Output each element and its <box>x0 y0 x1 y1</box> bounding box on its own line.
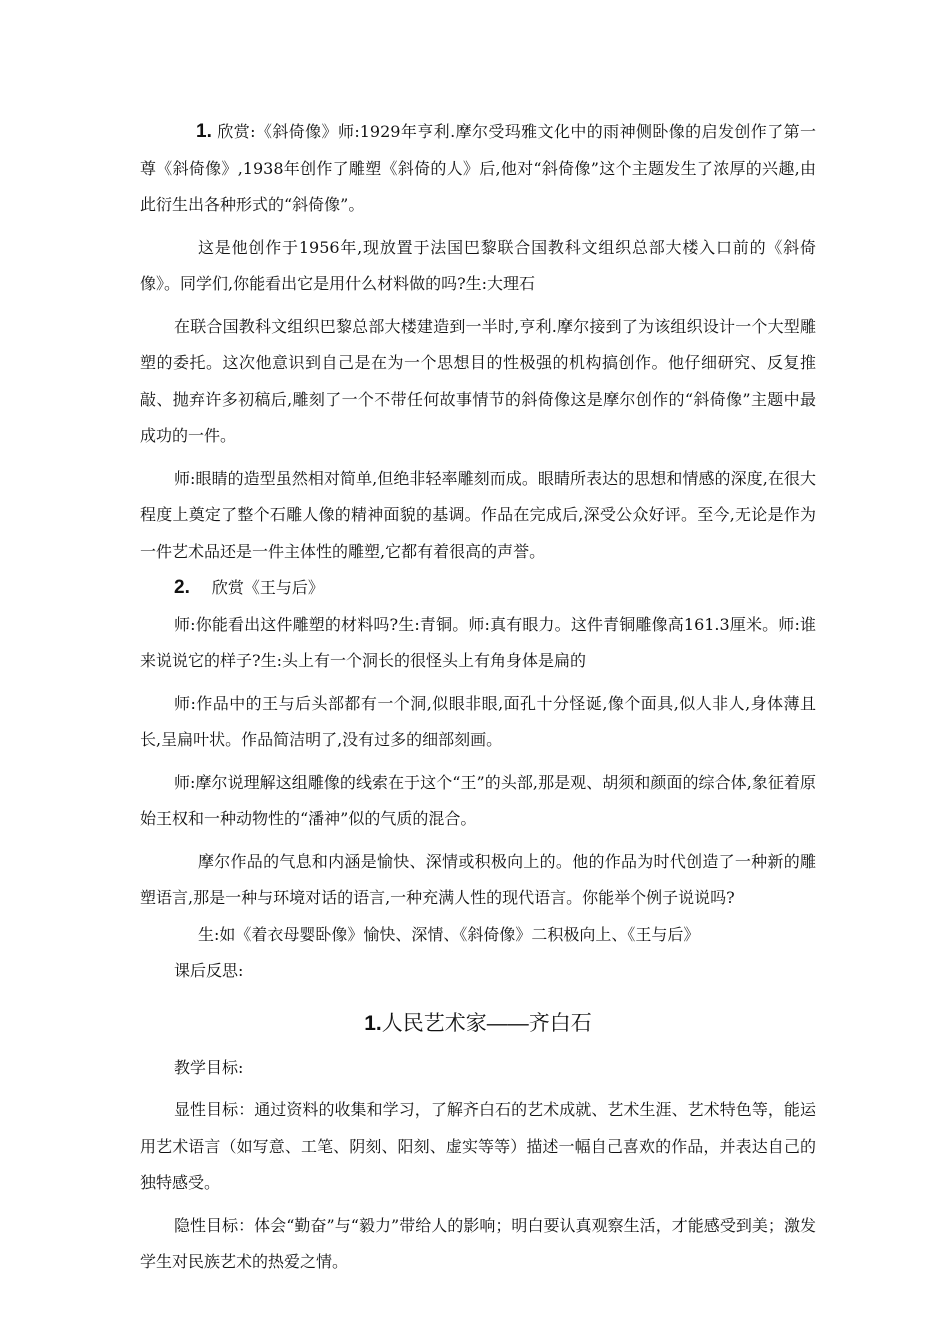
lesson-number: 1. <box>364 1011 382 1035</box>
section2-number: 2. <box>174 577 190 598</box>
section1-paragraph3: 在联合国教科文组织巴黎总部大楼建造到一半时,亨利.摩尔接到了为该组织设计一个大型雕塑的委托。这次他意识到自己是在为一个思想目的性极强的机构搞创作。他仔细研究、反复推敲、抛弃许多初稿后,雕刻了一个不带任何故事情节的斜倚像这是摩尔创作的“斜倚像”主题中最成功的一件。 <box>140 316 816 445</box>
section2-paragraph1: 师:你能看出这件雕塑的材料吗?生:青铜。师:真有眼力。这件青铜雕像高161.3厘米。师:谁来说说它的样子?生:头上有一个洞长的很怪头上有角身体是扁的 <box>140 614 816 670</box>
teaching-goals-label: 教学目标: <box>174 1057 244 1077</box>
section2-title: 欣赏《王与后》 <box>211 578 324 597</box>
reflection-label: 课后反思: <box>174 961 244 980</box>
document-body <box>140 114 816 1281</box>
section1-number: 1. <box>196 121 212 142</box>
implicit-goal: 隐性目标：体会“勤奋”与“毅力”带给人的影响；明白要认真观察生活，才能感受到美；激发学生对民族艺术的热爱之情。 <box>140 1215 816 1271</box>
section2-heading <box>140 570 816 607</box>
section2-paragraph5: 生:如《着衣母婴卧像》愉快、深情、《斜倚像》二积极向上、《王与后》 <box>198 924 700 944</box>
section2-paragraph4: 摩尔作品的气息和内涵是愉快、深情或积极向上的。他的作品为时代创造了一种新的雕塑语言,那是一种与环境对话的语言,一种充满人性的现代语言。你能举个例子说说吗? <box>140 851 816 907</box>
section1-paragraph1 <box>140 114 816 224</box>
lesson-title-text: 人民艺术家——齐白石 <box>381 1011 592 1035</box>
section2-paragraph3: 师:摩尔说理解这组雕像的线索在于这个“王”的头部,那是观、胡须和颜面的综合体,象征着原始王权和一种动物性的“潘神”似的气质的混合。 <box>140 772 816 828</box>
section1-paragraph4: 师:眼睛的造型虽然相对简单,但绝非轻率雕刻而成。眼睛所表达的思想和情感的深度,在很大程度上奠定了整个石雕人像的精神面貌的基调。作品在完成后,深受公众好评。至今,无论是作为一件艺术品还是一件主体性的雕塑,它都有着很高的声誉。 <box>140 468 816 561</box>
explicit-goal: 显性目标：通过资料的收集和学习，了解齐白石的艺术成就、艺术生涯、艺术特色等，能运用艺术语言（如写意、工笔、阴刻、阳刻、虚实等等）描述一幅自己喜欢的作品，并表达自己的独特感受。 <box>140 1100 816 1192</box>
section1-paragraph1-text: 欣赏:《斜倚像》师:1929年亨利.摩尔受玛雅文化中的雨神侧卧像的启发创作了第一尊《斜倚像》,1938年创作了雕塑《斜倚的人》后,他对“斜倚像”这个主题发生了浓厚的兴趣,由此衍生出各种形式的“斜倚像”。 <box>140 122 816 214</box>
lesson-title <box>140 1004 816 1044</box>
section2-paragraph2: 师:作品中的王与后头部都有一个洞,似眼非眼,面孔十分怪诞,像个面具,似人非人,身体薄且长,呈扁叶状。作品简洁明了,没有过多的细部刻画。 <box>140 693 816 749</box>
section1-paragraph2: 这是他创作于1956年,现放置于法国巴黎联合国教科文组织总部大楼入口前的《斜倚像》。同学们,你能看出它是用什么材料做的吗?生:大理石 <box>140 237 816 293</box>
